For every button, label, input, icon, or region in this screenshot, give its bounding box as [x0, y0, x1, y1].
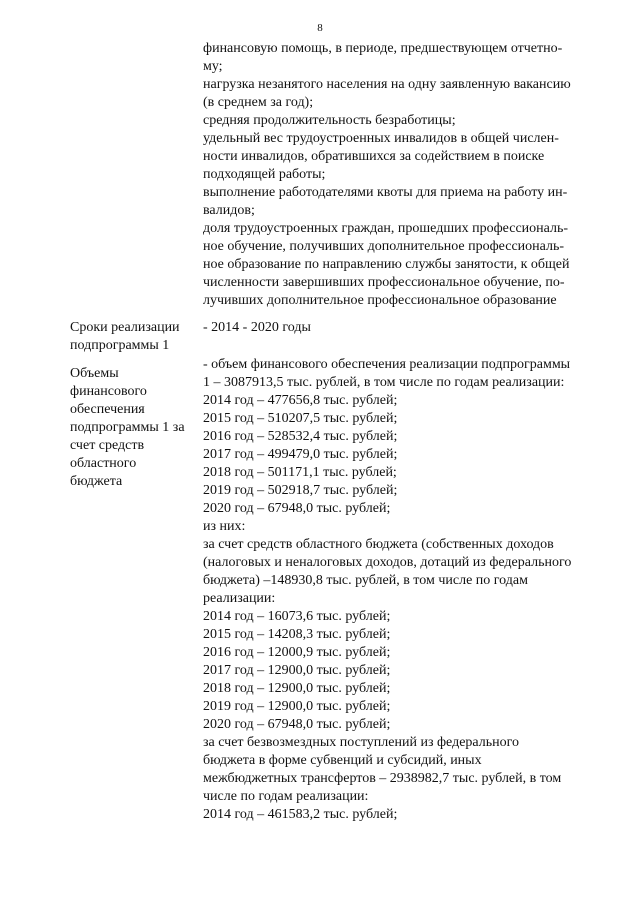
value-line: 2015 год – 510207,5 тыс. рублей;: [203, 411, 398, 426]
value-line: (налоговых и неналоговых доходов, дотаций из федерального: [203, 555, 572, 570]
label-line: областного: [70, 456, 137, 471]
value-line: 2014 год – 477656,8 тыс. рублей;: [203, 393, 398, 408]
value-line: бюджета в форме субвенций и субсидий, иных: [203, 753, 482, 768]
terms-label: [70, 319, 200, 355]
value-line: 2020 год – 67948,0 тыс. рублей;: [203, 501, 391, 516]
value-line: - 2014 - 2020 годы: [203, 320, 311, 335]
label-line: бюджета: [70, 474, 123, 489]
label-line: Сроки реализации: [70, 320, 180, 335]
terms-value: [203, 319, 613, 337]
page-number: 8: [317, 22, 323, 34]
text-line: ное образование по направлению службы занятости, к общей: [203, 257, 570, 272]
indicators-list: [203, 40, 613, 310]
value-line: - объем финансового обеспечения реализации подпрограммы: [203, 357, 571, 372]
text-line: лучивших дополнительное профессиональное образование: [203, 293, 557, 308]
value-line: 2018 год – 501171,1 тыс. рублей;: [203, 465, 397, 480]
text-line: нагрузка незанятого населения на одну заявленную вакансию: [203, 77, 571, 92]
value-line: 2018 год – 12900,0 тыс. рублей;: [203, 681, 391, 696]
value-line: 2014 год – 461583,2 тыс. рублей;: [203, 807, 398, 822]
value-line: 1 – 3087913,5 тыс. рублей, в том числе по годам реализации:: [203, 375, 565, 390]
value-line: за счет безвозмездных поступлений из федерального: [203, 735, 520, 750]
label-line: счет средств: [70, 438, 145, 453]
volumes-label: [70, 365, 200, 491]
value-line: бюджета) –148930,8 тыс. рублей, в том числе по годам: [203, 573, 528, 588]
text-line: доля трудоустроенных граждан, прошедших профессиональ-: [203, 221, 569, 236]
value-line: 2019 год – 12900,0 тыс. рублей;: [203, 699, 391, 714]
text-line: подходящей работы;: [203, 167, 326, 182]
value-line: 2015 год – 14208,3 тыс. рублей;: [203, 627, 391, 642]
text-line: ное обучение, получивших дополнительное профессиональ-: [203, 239, 565, 254]
text-line: удельный вес трудоустроенных инвалидов в общей числен-: [203, 131, 559, 146]
volumes-value: [203, 356, 613, 824]
value-line: 2020 год – 67948,0 тыс. рублей;: [203, 717, 391, 732]
label-line: финансового: [70, 384, 147, 399]
text-line: валидов;: [203, 203, 255, 218]
text-line: численности завершивших профессиональное обучение, по-: [203, 275, 565, 290]
text-line: ности инвалидов, обратившихся за содействием в поиске: [203, 149, 545, 164]
value-line: 2019 год – 502918,7 тыс. рублей;: [203, 483, 398, 498]
value-line: за счет средств областного бюджета (собственных доходов: [203, 537, 554, 552]
text-line: финансовую помощь, в периоде, предшествующем отчетно-: [203, 41, 563, 56]
value-line: 2017 год – 499479,0 тыс. рублей;: [203, 447, 398, 462]
label-line: Объемы: [70, 366, 119, 381]
text-line: средняя продолжительность безработицы;: [203, 113, 456, 128]
value-line: 2016 год – 528532,4 тыс. рублей;: [203, 429, 398, 444]
value-line: 2014 год – 16073,6 тыс. рублей;: [203, 609, 391, 624]
value-line: 2016 год – 12000,9 тыс. рублей;: [203, 645, 391, 660]
value-line: 2017 год – 12900,0 тыс. рублей;: [203, 663, 391, 678]
label-line: подпрограммы 1: [70, 338, 170, 353]
text-line: му;: [203, 59, 223, 74]
text-line: выполнение работодателями квоты для приема на работу ин-: [203, 185, 568, 200]
text-line: (в среднем за год);: [203, 95, 314, 110]
value-line: числе по годам реализации:: [203, 789, 369, 804]
label-line: подпрограммы 1 за: [70, 420, 185, 435]
label-line: обеспечения: [70, 402, 145, 417]
value-line: из них:: [203, 519, 246, 534]
value-line: межбюджетных трансфертов – 2938982,7 тыс. рублей, в том: [203, 771, 562, 786]
value-line: реализации:: [203, 591, 276, 606]
